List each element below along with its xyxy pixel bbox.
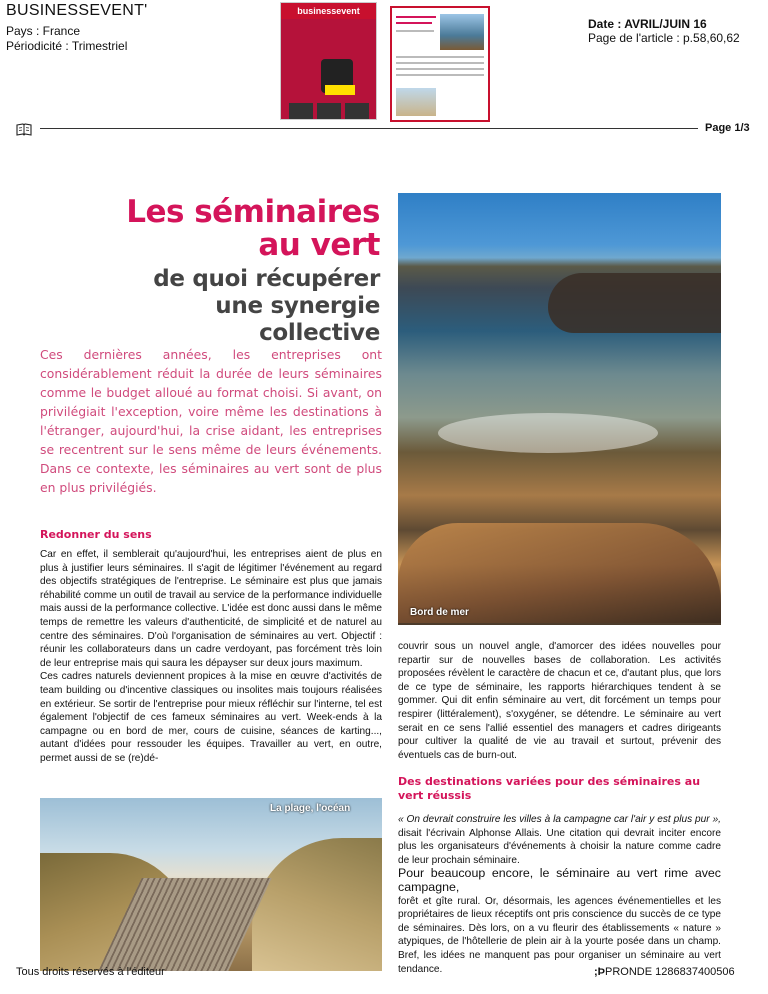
thumb-text-line xyxy=(396,56,484,58)
seaside-photo xyxy=(398,193,721,625)
magazine-cover-thumbnail[interactable] xyxy=(280,2,377,120)
thumb-text-line xyxy=(396,30,434,32)
section1-paragraph-1: Car en effet, il semblerait qu'aujourd'hui, les entreprises aient de plus en plus à justifier leurs séminaires. Il s'agit de légitimer l'événement au regard des objectifs stratégiques de l'entreprise. Le séminaire est plus que jamais réhabilité comme un outil de travail au service de la performance individuelle mais aussi de la performance collective. L'idée est donc aussi dans le même temps de remettre les valeurs d'authenticité, de simplicité et de naturel au centre des séminaires. D'où l'organisation de séminaires au vert. Objectif : réunir les collaborateurs dans un cadre verdoyant, pas forcément très loin de leur entreprise mais qui saura les dépayser sur deux jours maximum. xyxy=(40,549,382,669)
article-pages: Page de l'article : p.58,60,62 xyxy=(588,31,740,45)
sea-foam xyxy=(438,413,658,453)
book-icon xyxy=(16,123,32,136)
country-label: Pays : France xyxy=(6,24,81,38)
article-intro: Ces dernières années, les entreprises ont considérablement réduit la durée de leurs séminaires comme le budget alloué au format choisi. Si avant, on privilégiait l'exception, voire même les destinations à l'étranger, aujourd'hui, la crise aidant, les entreprises se recentrent sur le sens même de leurs événements. Dans ce contexte, les séminaires au vert sont de plus en plus privilégiés. xyxy=(40,347,382,495)
cover-boxes xyxy=(289,103,369,119)
right-column-text: couvrir sous un nouvel angle, d'amorcer des idées nouvelles pour repartir sur de nouvelles bases de collaboration. Les activités proposées révèlent le caractère de chacun et ce, d'autant plus, que lors de ce type de séminaire, les rapports hiérarchiques tendent à se gommer. Qui dit enfin séminaire au vert, dit forcément un temps pour respirer (littéralement), s'oxygéner, se détendre. Le séminaire au vert serait en ce sens l'allié essentiel des managers et cadres dirigeants pour cultiver la qualité de vie au travail et surtout, prévenir des éventuels cas de burn-out. xyxy=(398,641,721,761)
subtitle-line-1: de quoi récupérer xyxy=(153,266,380,292)
cover-logo: businessevent xyxy=(281,3,376,19)
article-subtitle xyxy=(110,266,380,347)
issue-date: Date : AVRIL/JUIN 16 xyxy=(588,17,707,31)
thumb-text-line xyxy=(396,62,484,64)
section2-lead: Pour beaucoup encore, le séminaire au vert rime avec campagne, xyxy=(398,866,721,894)
beach-photo xyxy=(40,798,382,971)
title-line-2: au vert xyxy=(258,227,380,263)
thumb-text-line xyxy=(396,68,484,70)
cover-body xyxy=(281,19,376,119)
article-title xyxy=(110,196,380,262)
photo1-caption: Bord de mer xyxy=(410,607,469,618)
section2-text xyxy=(398,813,721,976)
section2-paragraph-1: disait l'écrivain Alphonse Allais. Une citation qui devrait inciter encore plus les organisateurs d'événements à choisir la nature comme cadre de leur prochain séminaire. xyxy=(398,827,721,866)
rock-shape xyxy=(548,273,721,333)
subtitle-line-2: une synergie collective xyxy=(215,293,380,346)
code-text: PRONDE 1286837400506 xyxy=(605,966,735,978)
header-divider xyxy=(40,128,698,129)
section2-quote: « On devrait construire les villes à la campagne car l'air y est plus pur », xyxy=(398,814,721,825)
section1-title: Redonner du sens xyxy=(40,528,152,541)
thumb-sea-image xyxy=(440,14,484,50)
section2-title: Des destinations variées pour des séminaires au vert réussis xyxy=(398,775,701,802)
section1-paragraph-2: Ces cadres naturels deviennent propices à la mise en œuvre d'activités de team building ou d'incentive classiques ou insolites mais toujours réalisées en extérieur. Se sortir de l'entreprise pour mieux réfléchir sur l'interne, tel est également l'objectif de ces fameux séminaires au vert. Week-ends à la campagne ou en bord de mer, cours de cuisine, séances de karting..., autant d'idées pour ressouder les équipes. Travailler au vert, en outre, permet aussi de se (re)dé- xyxy=(40,671,382,764)
section2-paragraph-2: forêt et gîte rural. Or, désormais, les agences événementielles et les propriétaires de lieux réceptifs ont pris conscience du succès de ce type de séminaires. Dès lors, on a vu fleurir des établissements « nature » atypiques, de l'hôtellerie de plein air à la yourte posée dans un champ. Bref, les idées ne manquent pas pour organiser un séminaire au vert tendance. xyxy=(398,895,721,975)
dune-shape xyxy=(252,838,382,971)
thumb-beach-image xyxy=(396,88,436,116)
publication-name: BUSINESSEVENT' xyxy=(6,2,148,19)
code-glyph-icon: ;Þ xyxy=(594,966,605,978)
cover-mice-badge xyxy=(325,85,355,95)
rights-footer: Tous droits réservés à l'éditeur xyxy=(16,966,165,978)
thumb-title-line xyxy=(396,16,436,18)
date-block xyxy=(588,17,740,45)
article-page-thumbnail[interactable] xyxy=(390,6,490,122)
left-column-text xyxy=(40,548,382,766)
thumb-title-line xyxy=(396,22,432,24)
thumb-text-line xyxy=(396,74,484,76)
page-indicator: Page 1/3 xyxy=(705,122,750,134)
frequency-label: Périodicité : Trimestriel xyxy=(6,39,128,53)
photo2-caption: La plage, l'océan xyxy=(270,803,351,814)
title-line-1: Les séminaires xyxy=(126,194,380,230)
document-code xyxy=(594,966,735,978)
